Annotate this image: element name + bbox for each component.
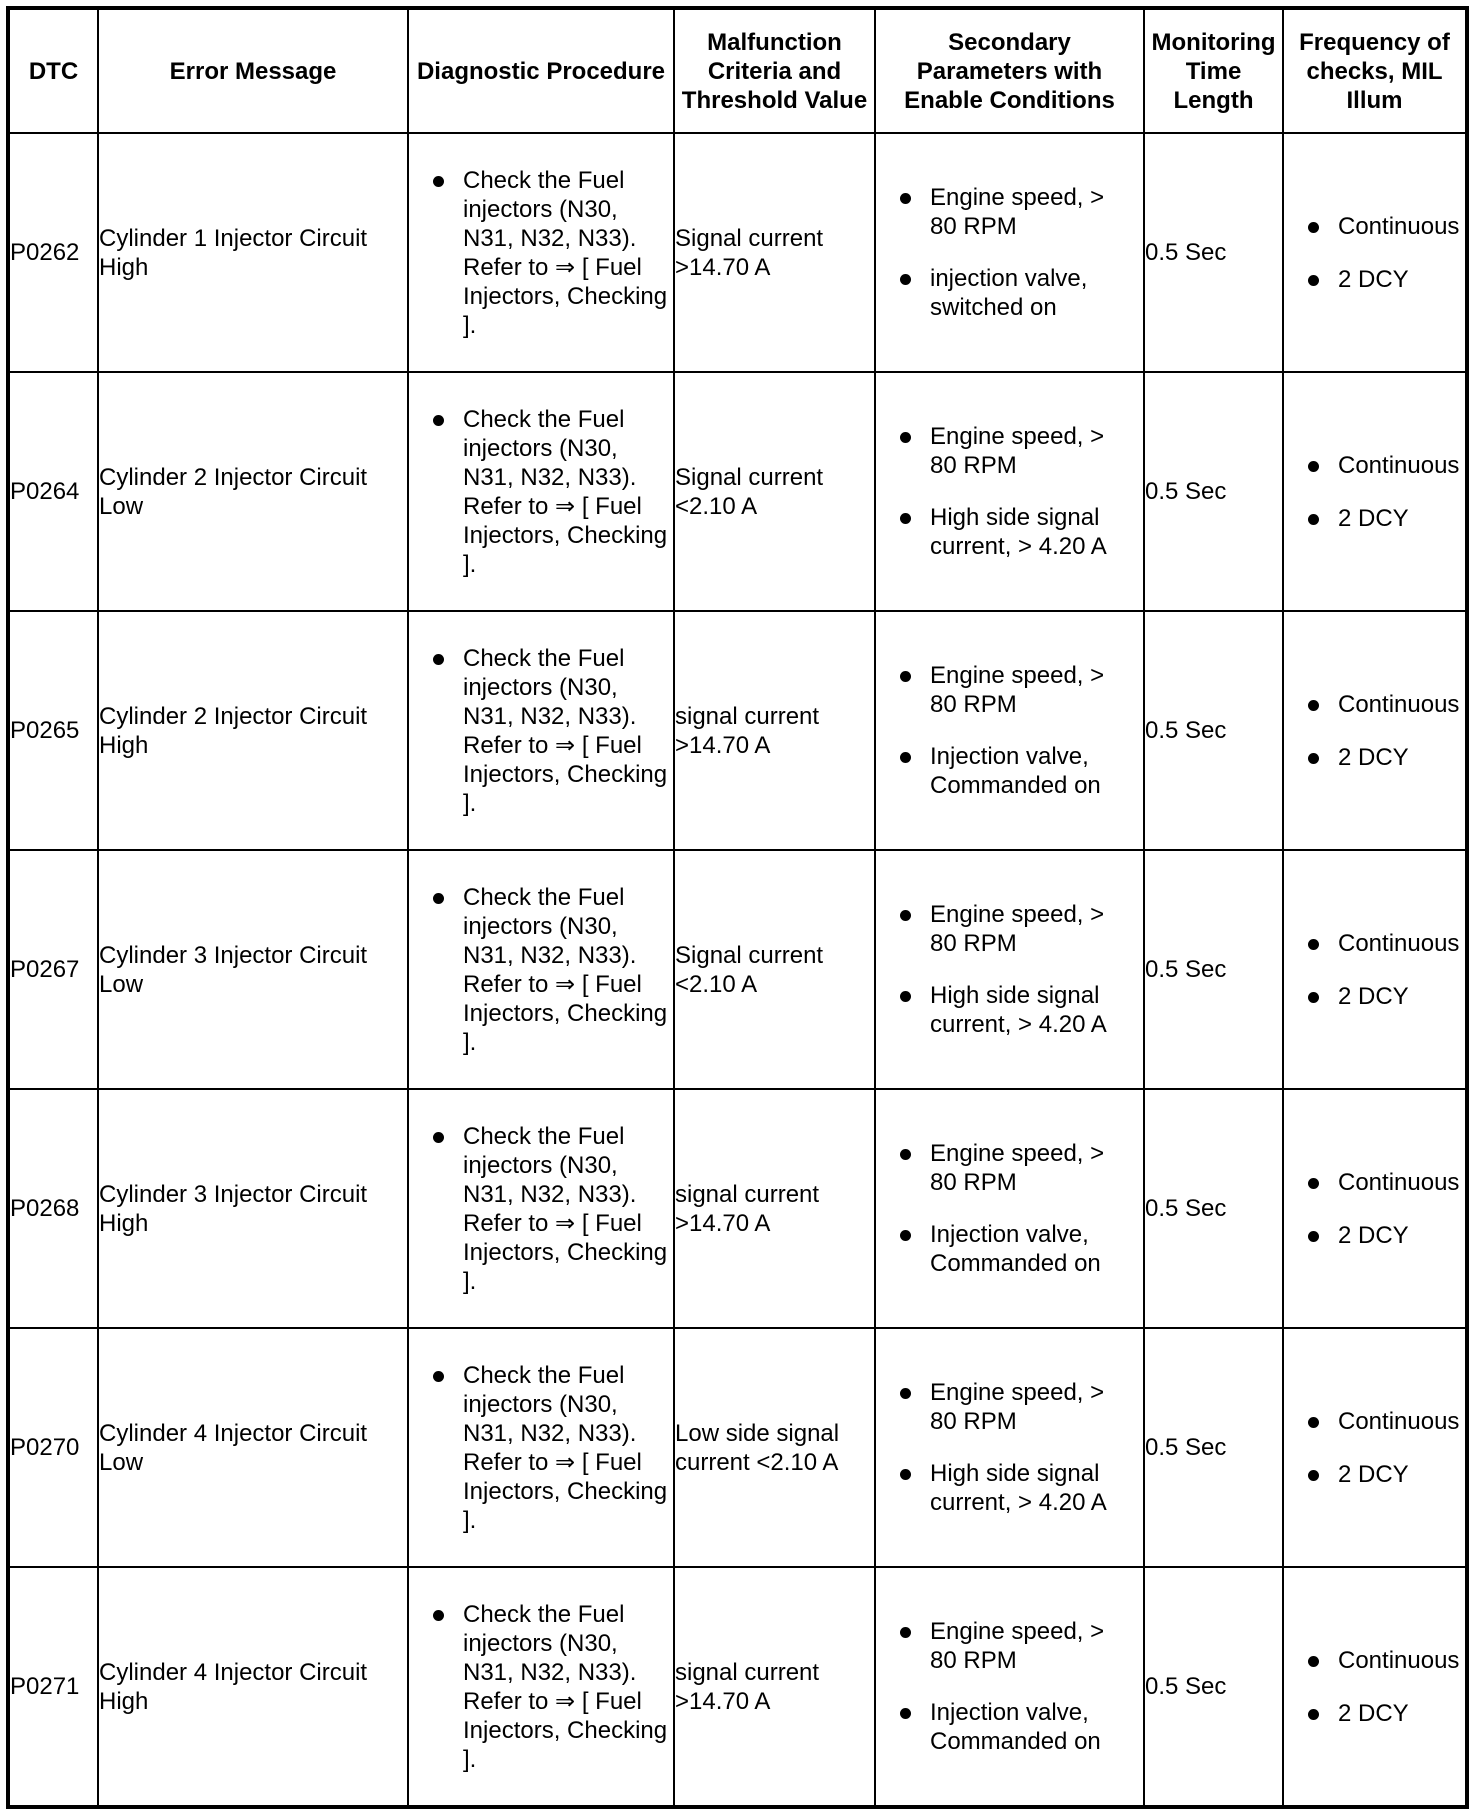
secondary-parameters	[875, 611, 1144, 850]
malfunction-criteria: Low side signal current <2.10 A	[674, 1328, 875, 1567]
error-message: Cylinder 4 Injector Circuit High	[98, 1567, 408, 1807]
frequency-checks	[1283, 1089, 1467, 1328]
procedure-bullet: Check the Fuel injectors (N30, N31, N32, N33). Refer to ⇒ [ Fuel Injectors, Checking ].	[409, 644, 673, 818]
frequency-checks	[1283, 850, 1467, 1089]
table-row	[8, 133, 1467, 372]
procedure-bullet: Check the Fuel injectors (N30, N31, N32, N33). Refer to ⇒ [ Fuel Injectors, Checking ].	[409, 883, 673, 1057]
secondary-param-item: Engine speed, > 80 RPM	[876, 661, 1143, 719]
malfunction-criteria: Signal current >14.70 A	[674, 133, 875, 372]
dtc-code: P0265	[8, 611, 98, 850]
frequency-item: 2 DCY	[1284, 1699, 1465, 1728]
monitoring-time: 0.5 Sec	[1144, 611, 1283, 850]
diagnostic-procedure	[408, 611, 674, 850]
monitoring-time: 0.5 Sec	[1144, 1567, 1283, 1807]
frequency-item: Continuous	[1284, 1168, 1465, 1197]
secondary-param-item: Engine speed, > 80 RPM	[876, 1139, 1143, 1197]
error-message: Cylinder 2 Injector Circuit Low	[98, 372, 408, 611]
table-header	[8, 8, 1467, 133]
procedure-bullet: Check the Fuel injectors (N30, N31, N32, N33). Refer to ⇒ [ Fuel Injectors, Checking ].	[409, 1122, 673, 1296]
secondary-param-item: Engine speed, > 80 RPM	[876, 1617, 1143, 1675]
error-message: Cylinder 2 Injector Circuit High	[98, 611, 408, 850]
diagnostic-procedure	[408, 850, 674, 1089]
secondary-param-item: Engine speed, > 80 RPM	[876, 422, 1143, 480]
procedure-bullet: Check the Fuel injectors (N30, N31, N32, N33). Refer to ⇒ [ Fuel Injectors, Checking ].	[409, 166, 673, 340]
frequency-item: 2 DCY	[1284, 1221, 1465, 1250]
malfunction-criteria: Signal current <2.10 A	[674, 372, 875, 611]
procedure-bullet: Check the Fuel injectors (N30, N31, N32, N33). Refer to ⇒ [ Fuel Injectors, Checking ].	[409, 405, 673, 579]
monitoring-time: 0.5 Sec	[1144, 1089, 1283, 1328]
table-row	[8, 611, 1467, 850]
malfunction-criteria: signal current >14.70 A	[674, 1567, 875, 1807]
error-message: Cylinder 3 Injector Circuit High	[98, 1089, 408, 1328]
error-message: Cylinder 4 Injector Circuit Low	[98, 1328, 408, 1567]
dtc-code: P0270	[8, 1328, 98, 1567]
frequency-item: Continuous	[1284, 212, 1465, 241]
frequency-item: Continuous	[1284, 1646, 1465, 1675]
header-malfunction-criteria: Malfunction Criteria and Threshold Value	[674, 8, 875, 133]
frequency-checks	[1283, 372, 1467, 611]
dtc-code: P0268	[8, 1089, 98, 1328]
header-error-message: Error Message	[98, 8, 408, 133]
header-row	[8, 8, 1467, 133]
frequency-checks	[1283, 1328, 1467, 1567]
procedure-bullet: Check the Fuel injectors (N30, N31, N32, N33). Refer to ⇒ [ Fuel Injectors, Checking ].	[409, 1600, 673, 1774]
table-row	[8, 850, 1467, 1089]
table-row	[8, 1089, 1467, 1328]
frequency-checks	[1283, 611, 1467, 850]
frequency-item: Continuous	[1284, 1407, 1465, 1436]
monitoring-time: 0.5 Sec	[1144, 850, 1283, 1089]
error-message: Cylinder 3 Injector Circuit Low	[98, 850, 408, 1089]
secondary-param-item: Engine speed, > 80 RPM	[876, 1378, 1143, 1436]
frequency-item: 2 DCY	[1284, 265, 1465, 294]
header-diagnostic-procedure: Diagnostic Procedure	[408, 8, 674, 133]
secondary-parameters	[875, 133, 1144, 372]
table-row	[8, 372, 1467, 611]
frequency-checks	[1283, 1567, 1467, 1807]
procedure-bullet: Check the Fuel injectors (N30, N31, N32, N33). Refer to ⇒ [ Fuel Injectors, Checking ].	[409, 1361, 673, 1535]
secondary-param-item: injection valve, switched on	[876, 264, 1143, 322]
error-message: Cylinder 1 Injector Circuit High	[98, 133, 408, 372]
diagnostic-procedure	[408, 1089, 674, 1328]
dtc-sheet	[6, 6, 1469, 1809]
table-body	[8, 133, 1467, 1807]
frequency-item: Continuous	[1284, 929, 1465, 958]
header-dtc: DTC	[8, 8, 98, 133]
secondary-param-item: Engine speed, > 80 RPM	[876, 183, 1143, 241]
frequency-item: 2 DCY	[1284, 504, 1465, 533]
secondary-param-item: Injection valve, Commanded on	[876, 1698, 1143, 1756]
table-row	[8, 1328, 1467, 1567]
diagnostic-procedure	[408, 1567, 674, 1807]
frequency-item: 2 DCY	[1284, 743, 1465, 772]
frequency-item: Continuous	[1284, 690, 1465, 719]
frequency-checks	[1283, 133, 1467, 372]
monitoring-time: 0.5 Sec	[1144, 133, 1283, 372]
malfunction-criteria: signal current >14.70 A	[674, 1089, 875, 1328]
secondary-parameters	[875, 1567, 1144, 1807]
secondary-parameters	[875, 1089, 1144, 1328]
header-secondary-parameters: Secondary Parameters with Enable Conditions	[875, 8, 1144, 133]
dtc-code: P0267	[8, 850, 98, 1089]
secondary-parameters	[875, 850, 1144, 1089]
diagnostic-procedure	[408, 1328, 674, 1567]
monitoring-time: 0.5 Sec	[1144, 372, 1283, 611]
frequency-item: 2 DCY	[1284, 1460, 1465, 1489]
secondary-param-item: Engine speed, > 80 RPM	[876, 900, 1143, 958]
secondary-param-item: High side signal current, > 4.20 A	[876, 503, 1143, 561]
frequency-item: Continuous	[1284, 451, 1465, 480]
secondary-parameters	[875, 1328, 1144, 1567]
table-row	[8, 1567, 1467, 1807]
secondary-parameters	[875, 372, 1144, 611]
dtc-code: P0264	[8, 372, 98, 611]
diagnostic-procedure	[408, 372, 674, 611]
monitoring-time: 0.5 Sec	[1144, 1328, 1283, 1567]
diagnostic-procedure	[408, 133, 674, 372]
frequency-item: 2 DCY	[1284, 982, 1465, 1011]
malfunction-criteria: Signal current <2.10 A	[674, 850, 875, 1089]
header-monitoring-time: Monitoring Time Length	[1144, 8, 1283, 133]
malfunction-criteria: signal current >14.70 A	[674, 611, 875, 850]
secondary-param-item: High side signal current, > 4.20 A	[876, 1459, 1143, 1517]
secondary-param-item: High side signal current, > 4.20 A	[876, 981, 1143, 1039]
dtc-code: P0271	[8, 1567, 98, 1807]
dtc-code: P0262	[8, 133, 98, 372]
dtc-table	[6, 6, 1469, 1809]
secondary-param-item: Injection valve, Commanded on	[876, 742, 1143, 800]
secondary-param-item: Injection valve, Commanded on	[876, 1220, 1143, 1278]
header-frequency: Frequency of checks, MIL Illum	[1283, 8, 1467, 133]
